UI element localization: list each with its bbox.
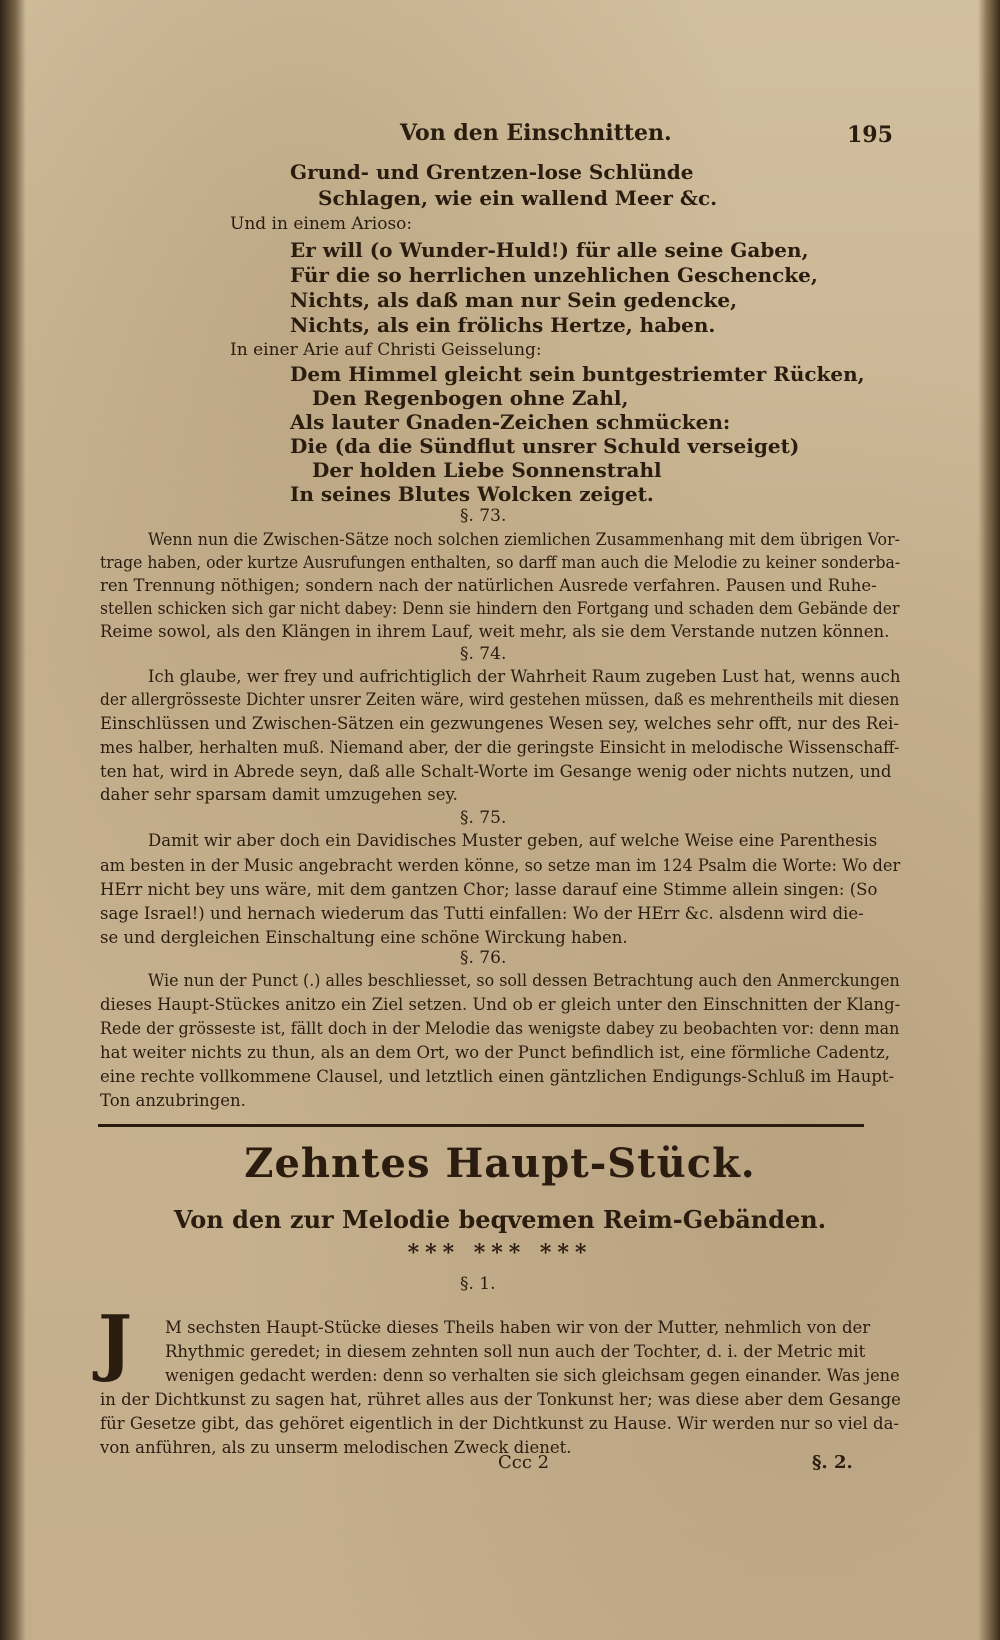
paragraph-line: ten hat, wird in Abrede seyn, daß alle Schalt-Worte im Gesange wenig oder nichts nutzen, und bbox=[100, 762, 892, 781]
verse-line: Der holden Liebe Sonnenstrahl bbox=[312, 458, 662, 482]
paragraph-line: Ton anzubringen. bbox=[100, 1091, 246, 1110]
verse-intro: Und in einem Arioso: bbox=[230, 214, 413, 234]
verse-intro: In einer Arie auf Christi Geisselung: bbox=[230, 340, 542, 360]
verse-line: Den Regenbogen ohne Zahl, bbox=[312, 386, 629, 410]
page-number: 195 bbox=[847, 122, 893, 148]
signature-mark: Ccc 2 bbox=[498, 1452, 550, 1473]
verse-line: Für die so herrlichen unzehlichen Geschencke, bbox=[290, 263, 818, 287]
section-mark: §. 76. bbox=[460, 948, 507, 968]
paragraph-line: Wenn nun die Zwischen-Sätze noch solchen ziemlichen Zusammenhang mit dem übrigen Vor- bbox=[148, 530, 900, 549]
paragraph-line: für Gesetze gibt, das gehöret eigentlich in der Dichtkunst zu Hause. Wir werden nur so viel da- bbox=[100, 1414, 900, 1433]
paragraph-line: sage Israel!) und hernach wiederum das Tutti einfallen: Wo der HErr &c. alsdenn wird die- bbox=[100, 904, 864, 923]
ornament-asterisms: *** *** *** bbox=[407, 1240, 593, 1266]
page-edge-right bbox=[978, 0, 1000, 1640]
paragraph-line: trage haben, oder kurtze Ausrufungen enthalten, so darff man auch die Melodie zu keiner sonderba- bbox=[100, 553, 901, 572]
section-mark: §. 74. bbox=[460, 644, 507, 664]
paragraph-line: Rhythmic geredet; in diesem zehnten soll nun auch der Tochter, d. i. der Metric mit bbox=[165, 1342, 866, 1361]
page-edge-left bbox=[0, 0, 26, 1640]
paragraph-line: stellen schicken sich gar nicht dabey: Denn sie hindern den Fortgang und schaden dem Gebände der bbox=[100, 599, 900, 618]
verse-line: Als lauter Gnaden-Zeichen schmücken: bbox=[290, 410, 731, 434]
verse-line: Schlagen, wie ein wallend Meer &c. bbox=[318, 186, 718, 210]
paragraph-line: Wie nun der Punct (.) alles beschliesset, so soll dessen Betrachtung auch den Anmerckungen bbox=[148, 971, 900, 990]
verse-line: Die (da die Sündflut unsrer Schuld verseiget) bbox=[290, 434, 800, 458]
paragraph-line: Einschlüssen und Zwischen-Sätzen ein gezwungenes Wesen sey, welches sehr offt, nur des Rei- bbox=[100, 714, 899, 733]
paragraph-line: M sechsten Haupt-Stücke dieses Theils haben wir von der Mutter, nehmlich von der bbox=[165, 1318, 871, 1337]
drop-capital: J bbox=[98, 1299, 133, 1384]
section-mark: §. 75. bbox=[460, 808, 507, 828]
paragraph-line: se und dergleichen Einschaltung eine schöne Wirckung haben. bbox=[100, 928, 628, 947]
section-mark: §. 1. bbox=[460, 1274, 496, 1294]
paragraph-line: wenigen gedacht werden: denn so verhalten sie sich gleichsam gegen einander. Was jene bbox=[165, 1366, 900, 1385]
verse-line: Dem Himmel gleicht sein buntgestriemter Rücken, bbox=[290, 362, 865, 386]
paragraph-line: daher sehr sparsam damit umzugehen sey. bbox=[100, 785, 458, 804]
paragraph-line: mes halber, herhalten muß. Niemand aber, der die geringste Einsicht in melodische Wissenschaff- bbox=[100, 738, 900, 757]
running-header: Von den Einschnitten. bbox=[400, 120, 672, 146]
paragraph-line: von anführen, als zu unserm melodischen Zweck dienet. bbox=[100, 1438, 572, 1457]
section-mark: §. 73. bbox=[460, 506, 507, 526]
paragraph-line: ren Trennung nöthigen; sondern nach der natürlichen Ausrede verfahren. Pausen und Ruhe- bbox=[100, 576, 877, 595]
paragraph-line: eine rechte vollkommene Clausel, und letztlich einen gäntzlichen Endigungs-Schluß im Haupt- bbox=[100, 1067, 895, 1086]
paragraph-line: Ich glaube, wer frey und aufrichtiglich der Wahrheit Raum zugeben Lust hat, wenns auch bbox=[148, 667, 901, 686]
paragraph-line: Rede der grösseste ist, fällt doch in der Melodie das wenigste dabey zu beobachten vor: denn man bbox=[100, 1019, 900, 1038]
catchword: §. 2. bbox=[812, 1452, 853, 1473]
paragraph-line: Damit wir aber doch ein Davidisches Muster geben, auf welche Weise eine Parenthesis bbox=[148, 831, 878, 850]
paragraph-line: dieses Haupt-Stückes anitzo ein Ziel setzen. Und ob er gleich unter den Einschnitten der Klang- bbox=[100, 995, 901, 1014]
paragraph-line: am besten in der Music angebracht werden könne, so setze man im 124 Psalm die Worte: Wo der bbox=[100, 856, 901, 875]
verse-line: Er will (o Wunder-Huld!) für alle seine Gaben, bbox=[290, 238, 809, 262]
chapter-title: Zehntes Haupt-Stück. bbox=[244, 1140, 756, 1187]
paragraph-line: HErr nicht bey uns wäre, mit dem gantzen Chor; lasse darauf eine Stimme allein singen: (So bbox=[100, 880, 878, 899]
verse-line: Nichts, als daß man nur Sein gedencke, bbox=[290, 288, 738, 312]
paragraph-line: hat weiter nichts zu thun, als an dem Ort, wo der Punct befindlich ist, eine förmliche Cadentz, bbox=[100, 1043, 890, 1062]
verse-line: Grund- und Grentzen-lose Schlünde bbox=[290, 160, 694, 184]
paragraph-line: der allergrösseste Dichter unsrer Zeiten wäre, wird gestehen müssen, daß es mehrentheils mit diesen bbox=[100, 690, 900, 709]
verse-line: In seines Blutes Wolcken zeiget. bbox=[290, 482, 654, 506]
paragraph-line: Reime sowol, als den Klängen in ihrem Lauf, weit mehr, als sie dem Verstande nutzen können. bbox=[100, 622, 890, 641]
chapter-rule bbox=[98, 1124, 864, 1127]
paragraph-line: in der Dichtkunst zu sagen hat, rühret alles aus der Tonkunst her; was diese aber dem Gesange bbox=[100, 1390, 901, 1409]
chapter-subtitle: Von den zur Melodie beqvemen Reim-Gebänden. bbox=[173, 1205, 827, 1234]
verse-line: Nichts, als ein frölichs Hertze, haben. bbox=[290, 313, 716, 337]
